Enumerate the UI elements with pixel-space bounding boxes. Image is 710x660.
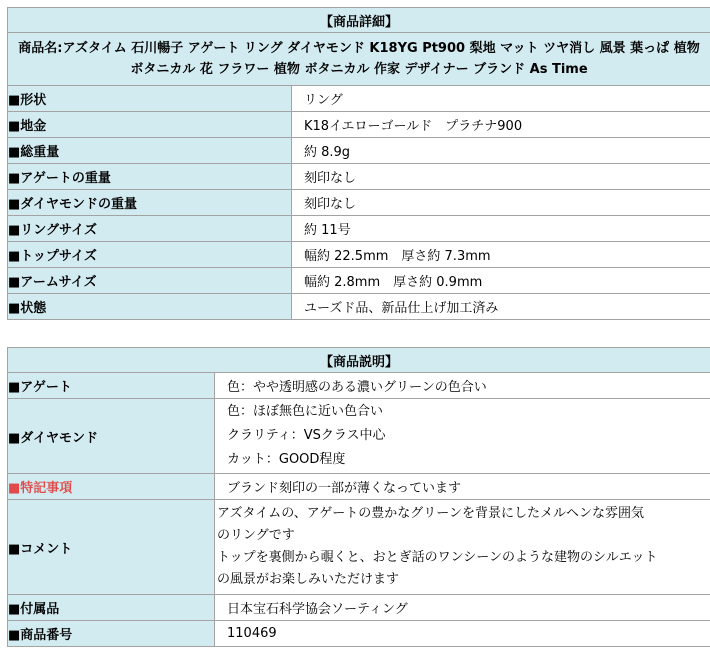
arm-size-value: 幅約 2.8mm 厚さ約 0.9mm	[292, 268, 710, 294]
condition-value: ユーズド品、新品仕上げ加工済み	[292, 294, 710, 320]
top-size-label: ■トップサイズ	[8, 242, 292, 268]
description-header: 【商品説明】	[8, 348, 710, 373]
total-weight-label: ■総重量	[8, 138, 292, 164]
metal-value: K18イエローゴールド プラチナ900	[292, 112, 710, 138]
diamond-weight-label: ■ダイヤモンドの重量	[8, 190, 292, 216]
special-note-label: ■特記事項	[8, 474, 215, 500]
agate-weight-value: 刻印なし	[292, 164, 710, 190]
condition-label: ■状態	[8, 294, 292, 320]
metal-label: ■地金	[8, 112, 292, 138]
accessories-value: 日本宝石科学協会ソーティング	[215, 595, 710, 621]
comment-line: トップを裏側から覗くと、おとぎ話のワンシーンのような建物のシルエット	[217, 550, 658, 565]
comment-line: のリングです	[217, 528, 295, 543]
product-details-table	[7, 7, 710, 320]
ring-size-value: 約 11号	[292, 216, 710, 242]
comment-line: アズタイムの、アゲートの豊かなグリーンを背景にしたメルヘンな雰囲気	[217, 506, 645, 521]
details-header: 【商品詳細】	[8, 8, 710, 33]
total-weight-value: 約 8.9g	[292, 138, 710, 164]
diamond-color-line: 色：ほぼ無色に近い色合い	[227, 404, 384, 419]
agate-label: ■アゲート	[8, 373, 215, 399]
ring-size-label: ■リングサイズ	[8, 216, 292, 242]
accessories-label: ■付属品	[8, 595, 215, 621]
comment-label: ■コメント	[8, 500, 215, 595]
top-size-value: 幅約 22.5mm 厚さ約 7.3mm	[292, 242, 710, 268]
diamond-clarity-line: クラリティ：VSクラス中心	[227, 428, 386, 443]
diamond-label: ■ダイヤモンド	[8, 399, 215, 474]
product-name: 商品名:アズタイム 石川暢子 アゲート リング ダイヤモンド K18YG Pt900 梨地 マット ツヤ消し 風景 葉っぱ 植物 ボタニカル 花 フラワー 植物 ボタニカル 作家 デザイナー ブランド As Time	[8, 33, 710, 86]
diamond-cut-line: カット：GOOD程度	[227, 452, 346, 467]
special-note-value: ブランド刻印の一部が薄くなっています	[215, 474, 710, 500]
arm-size-label: ■アームサイズ	[8, 268, 292, 294]
shape-label: ■形状	[8, 86, 292, 112]
product-number-value: 110469	[215, 621, 710, 647]
agate-weight-label: ■アゲートの重量	[8, 164, 292, 190]
diamond-value	[215, 399, 710, 474]
product-description-table	[7, 347, 710, 647]
diamond-weight-value: 刻印なし	[292, 190, 710, 216]
agate-value: 色：やや透明感のある濃いグリーンの色合い	[215, 373, 710, 399]
comment-line: の風景がお楽しみいただけます	[217, 572, 400, 587]
shape-value: リング	[292, 86, 710, 112]
product-number-label: ■商品番号	[8, 621, 215, 647]
comment-value	[215, 500, 710, 595]
